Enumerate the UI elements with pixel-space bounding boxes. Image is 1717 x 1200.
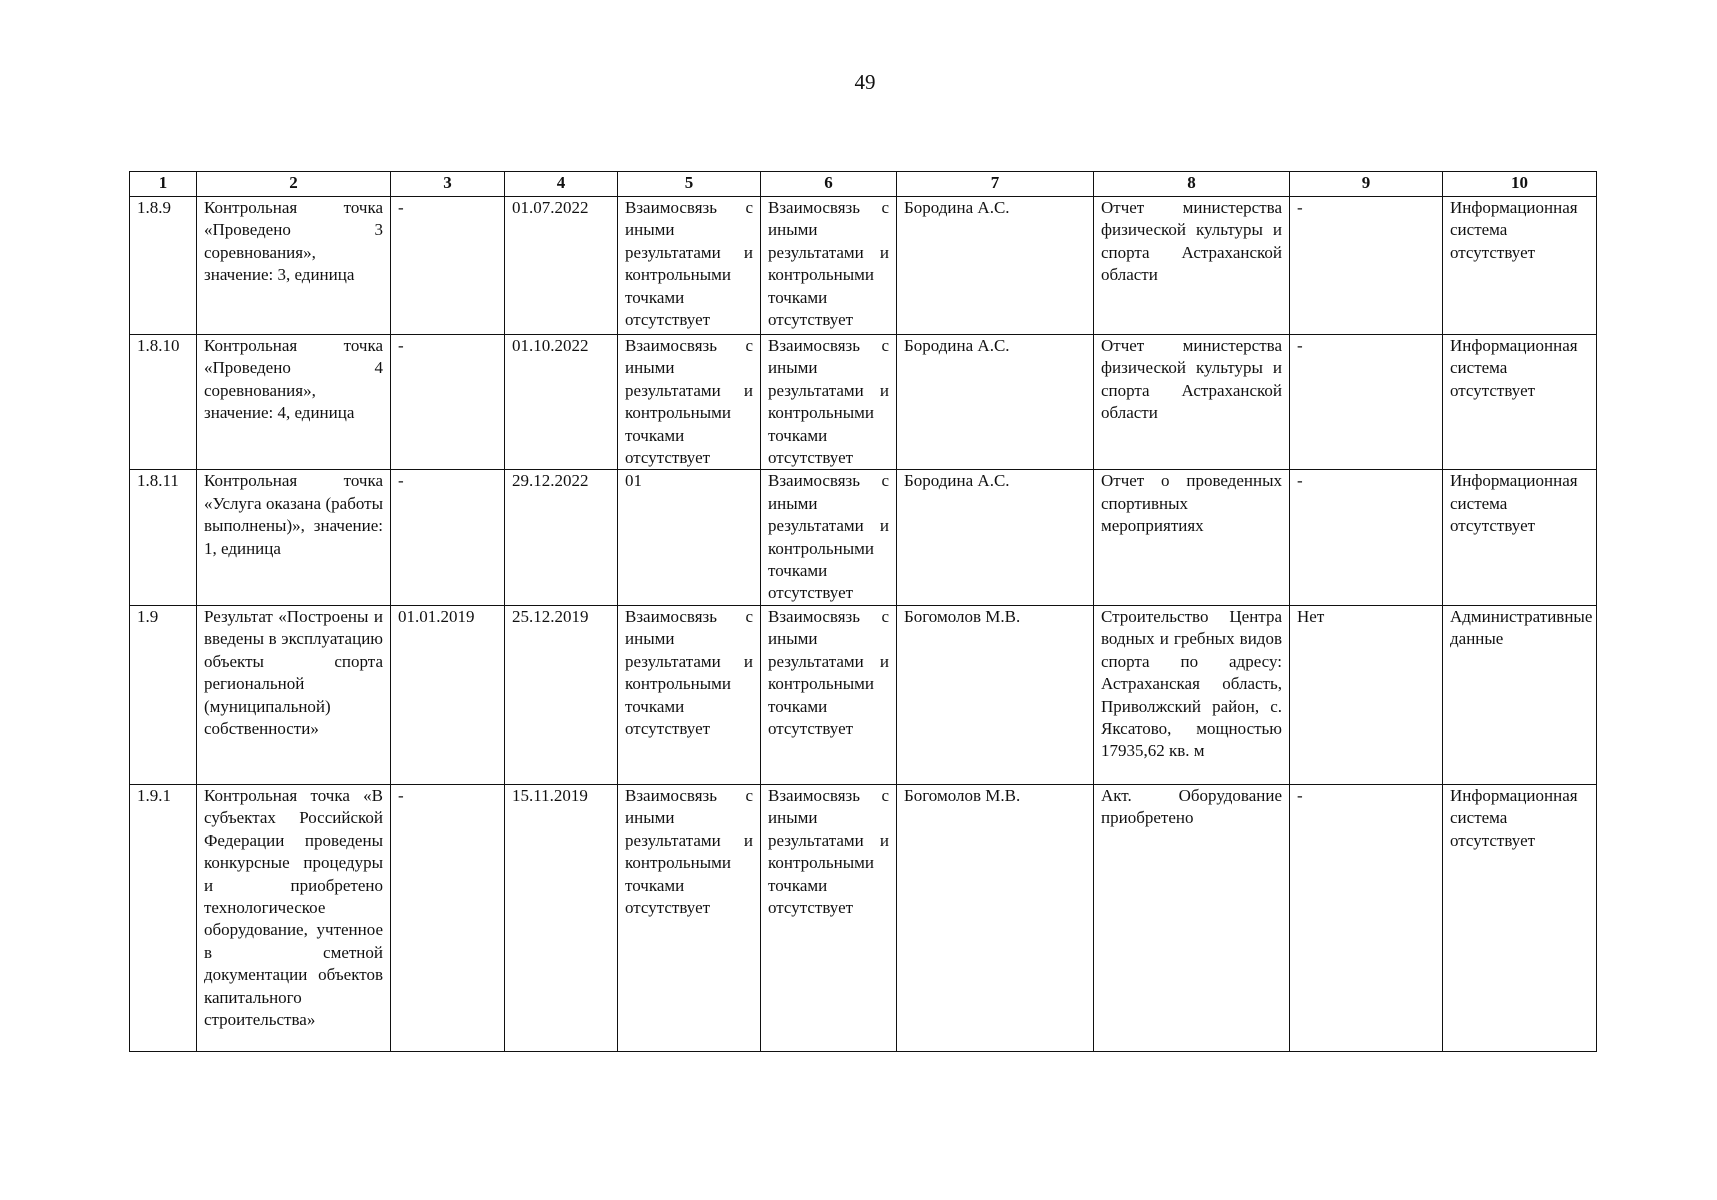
header-row [130,172,1597,197]
successor-cell: Взаимосвязь с иными результатами и контрольными точками отсутствует [761,197,897,335]
start-date-cell: - [391,784,505,1051]
successor-cell: Взаимосвязь с иными результатами и контрольными точками отсутствует [761,335,897,470]
document-cell: Акт. Оборудование приобретено [1094,784,1290,1051]
successor-cell: Взаимосвязь с иными результатами и контрольными точками отсутствует [761,784,897,1051]
end-date-cell: 25.12.2019 [505,605,618,784]
info-system-cell: Административные данные [1443,605,1597,784]
start-date-cell: - [391,197,505,335]
row-number-cell: 1.8.9 [130,197,197,335]
level-cell: - [1290,470,1443,605]
level-cell: - [1290,784,1443,1051]
column-header: 8 [1094,172,1290,197]
row-number-cell: 1.8.11 [130,470,197,605]
responsible-cell: Бородина А.С. [897,335,1094,470]
page-number: 49 [854,70,876,94]
level-cell: Нет [1290,605,1443,784]
column-header: 1 [130,172,197,197]
column-header: 6 [761,172,897,197]
start-date-cell: - [391,335,505,470]
description-cell: Результат «Построены и введены в эксплуатацию объекты спорта региональной (муниципальной) собственности» [197,605,391,784]
table-row [130,605,1597,784]
predecessor-cell: Взаимосвязь с иными результатами и контрольными точками отсутствует [618,784,761,1051]
end-date-cell: 29.12.2022 [505,470,618,605]
table-row [130,197,1597,335]
column-header: 4 [505,172,618,197]
info-system-cell: Информационная система отсутствует [1443,335,1597,470]
predecessor-cell: Взаимосвязь с иными результатами и контрольными точками отсутствует [618,335,761,470]
document-cell: Отчет министерства физической культуры и спорта Астраханской области [1094,197,1290,335]
responsible-cell: Бородина А.С. [897,197,1094,335]
row-number-cell: 1.9.1 [130,784,197,1051]
description-cell: Контрольная точка «Проведено 3 соревнования», значение: 3, единица [197,197,391,335]
column-header: 5 [618,172,761,197]
column-header: 3 [391,172,505,197]
predecessor-cell: 01 [618,470,761,605]
column-header: 7 [897,172,1094,197]
row-number-cell: 1.9 [130,605,197,784]
responsible-cell: Богомолов М.В. [897,784,1094,1051]
description-cell: Контрольная точка «Услуга оказана (работы выполнены)», значение: 1, единица [197,470,391,605]
predecessor-cell: Взаимосвязь с иными результатами и контрольными точками отсутствует [618,197,761,335]
predecessor-cell: Взаимосвязь с иными результатами и контрольными точками отсутствует [618,605,761,784]
end-date-cell: 01.10.2022 [505,335,618,470]
description-cell: Контрольная точка «Проведено 4 соревнования», значение: 4, единица [197,335,391,470]
end-date-cell: 15.11.2019 [505,784,618,1051]
table-row [130,784,1597,1051]
document-cell: Отчет министерства физической культуры и спорта Астраханской области [1094,335,1290,470]
description-cell: Контрольная точка «В субъектах Российской Федерации проведены конкурсные процедуры и приобретено технологическое оборудование, учтенное в сметной документации объектов капитального строительства» [197,784,391,1051]
info-system-cell: Информационная система отсутствует [1443,784,1597,1051]
column-header: 2 [197,172,391,197]
info-system-cell: Информационная система отсутствует [1443,470,1597,605]
table-row [130,335,1597,470]
document-cell: Строительство Центра водных и гребных видов спорта по адресу: Астраханская область, Приволжский район, с. Яксатово, мощностью 17935,62 кв. м [1094,605,1290,784]
end-date-cell: 01.07.2022 [505,197,618,335]
successor-cell: Взаимосвязь с иными результатами и контрольными точками отсутствует [761,605,897,784]
row-number-cell: 1.8.10 [130,335,197,470]
level-cell: - [1290,335,1443,470]
document-cell: Отчет о проведенных спортивных мероприятиях [1094,470,1290,605]
column-header: 9 [1290,172,1443,197]
start-date-cell: 01.01.2019 [391,605,505,784]
successor-cell: Взаимосвязь с иными результатами и контрольными точками отсутствует [761,470,897,605]
level-cell: - [1290,197,1443,335]
data-table [129,171,1597,1052]
info-system-cell: Информационная система отсутствует [1443,197,1597,335]
responsible-cell: Бородина А.С. [897,470,1094,605]
column-header: 10 [1443,172,1597,197]
table-row [130,470,1597,605]
responsible-cell: Богомолов М.В. [897,605,1094,784]
start-date-cell: - [391,470,505,605]
